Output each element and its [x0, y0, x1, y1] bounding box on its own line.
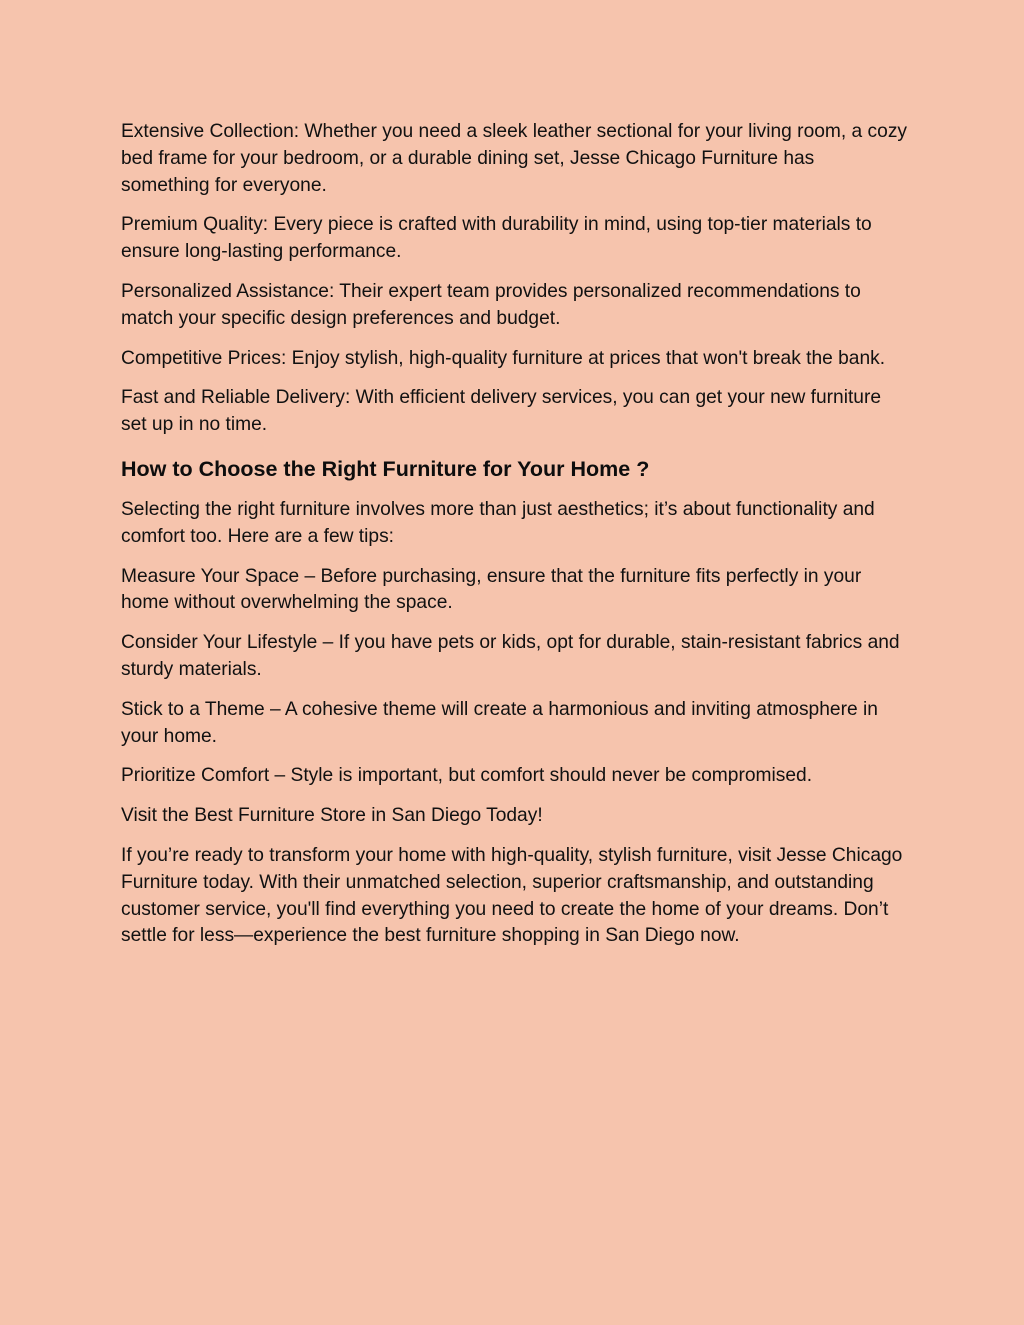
document-body: [121, 119, 907, 963]
paragraph-competitive-prices: Competitive Prices: Enjoy stylish, high-quality furniture at prices that won't break the bank.: [121, 347, 886, 369]
paragraph-stick-theme: Stick to a Theme – A cohesive theme will create a harmonious and inviting atmosphere in your home.: [121, 698, 878, 747]
paragraph-extensive-collection: Extensive Collection: Whether you need a sleek leather sectional for your living room, a cozy bed frame for your bedroom, or a durable dining set, Jesse Chicago Furniture has something for everyone.: [121, 121, 908, 196]
paragraph-visit-store: Visit the Best Furniture Store in San Diego Today!: [121, 805, 543, 827]
section-heading: How to Choose the Right Furniture for Your Home ?: [121, 456, 650, 481]
paragraph-premium-quality: Premium Quality: Every piece is crafted with durability in mind, using top-tier materials to ensure long-lasting performance.: [121, 214, 872, 263]
paragraph-closing: If you’re ready to transform your home with high-quality, stylish furniture, visit Jesse Chicago Furniture today. With their unmatched selection, superior craftsmanship, and outstanding customer service, you'll find everything you need to create the home of your dreams. Don’t settle for less—experience the best furniture shopping in San Diego now.: [121, 844, 903, 947]
paragraph-measure-space: Measure Your Space – Before purchasing, ensure that the furniture fits perfectly in your home without overwhelming the space.: [121, 565, 862, 614]
paragraph-selecting-furniture: Selecting the right furniture involves more than just aesthetics; it’s about functionality and comfort too. Here are a few tips:: [121, 498, 875, 547]
paragraph-personalized-assistance: Personalized Assistance: Their expert team provides personalized recommendations to match your specific design preferences and budget.: [121, 280, 861, 329]
paragraph-fast-delivery: Fast and Reliable Delivery: With efficient delivery services, you can get your new furniture set up in no time.: [121, 387, 882, 436]
paragraph-consider-lifestyle: Consider Your Lifestyle – If you have pets or kids, opt for durable, stain-resistant fabrics and sturdy materials.: [121, 632, 900, 680]
paragraph-prioritize-comfort: Prioritize Comfort – Style is important, but comfort should never be compromised.: [121, 765, 813, 787]
